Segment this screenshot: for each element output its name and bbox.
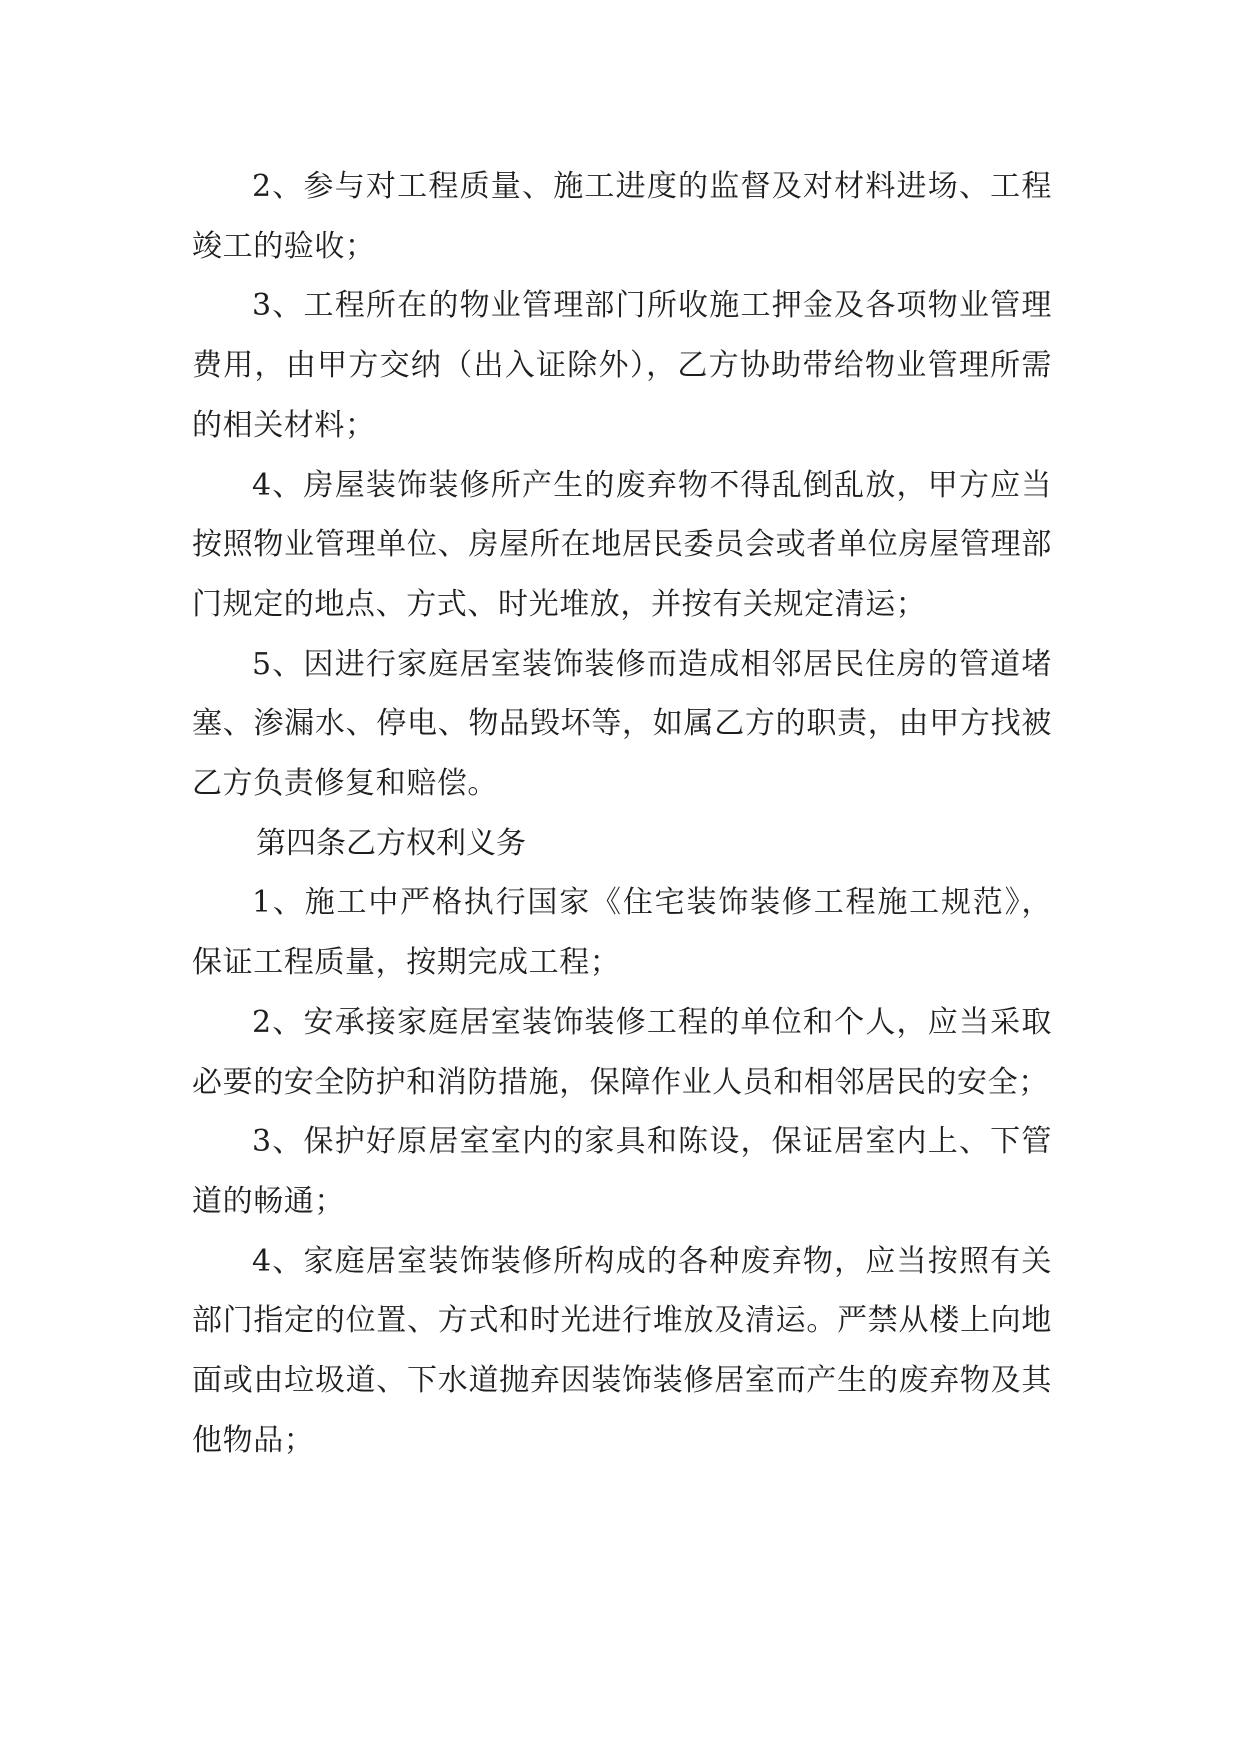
- paragraph-item-2: 2、参与对工程质量、施工进度的监督及对材料进场、工程竣工的验收；: [192, 169, 1052, 264]
- section-paragraph-4: 4、家庭居室装饰装修所构成的各种废弃物，应当按照有关部门指定的位置、方式和时光进行堆放及清运。严禁从楼上向地面或由垃圾道、下水道抛弃因装饰装修居室而产生的废弃物及其他物品；: [192, 1243, 1052, 1458]
- paragraph-item-5: 5、因进行家庭居室装饰装修而造成相邻居民住房的管道堵塞、渗漏水、停电、物品毁坏等，如属乙方的职责，由甲方找被乙方负责修复和赔偿。: [192, 646, 1052, 802]
- paragraph-item-3: 3、工程所在的物业管理部门所收施工押金及各项物业管理费用，由甲方交纳（出入证除外），乙方协助带给物业管理所需的相关材料；: [192, 288, 1052, 443]
- paragraph-item-4: 4、房屋装饰装修所产生的废弃物不得乱倒乱放，甲方应当按照物业管理单位、房屋所在地居民委员会或者单位房屋管理部门规定的地点、方式、时光堆放，并按有关规定清运；: [192, 467, 1052, 622]
- section-paragraph-1: 1、施工中严格执行国家《住宅装饰装修工程施工规范》，保证工程质量，按期完成工程；: [192, 885, 1052, 981]
- section-heading: 第四条乙方权利义务: [256, 825, 526, 861]
- section-paragraph-3: 3、保护好原居室室内的家具和陈设，保证居室内上、下管道的畅通；: [192, 1124, 1052, 1219]
- section-paragraph-2: 2、安承接家庭居室装饰装修工程的单位和个人，应当采取必要的安全防护和消防措施，保障作业人员和相邻居民的安全；: [192, 1004, 1052, 1100]
- document-body: [192, 157, 1052, 1470]
